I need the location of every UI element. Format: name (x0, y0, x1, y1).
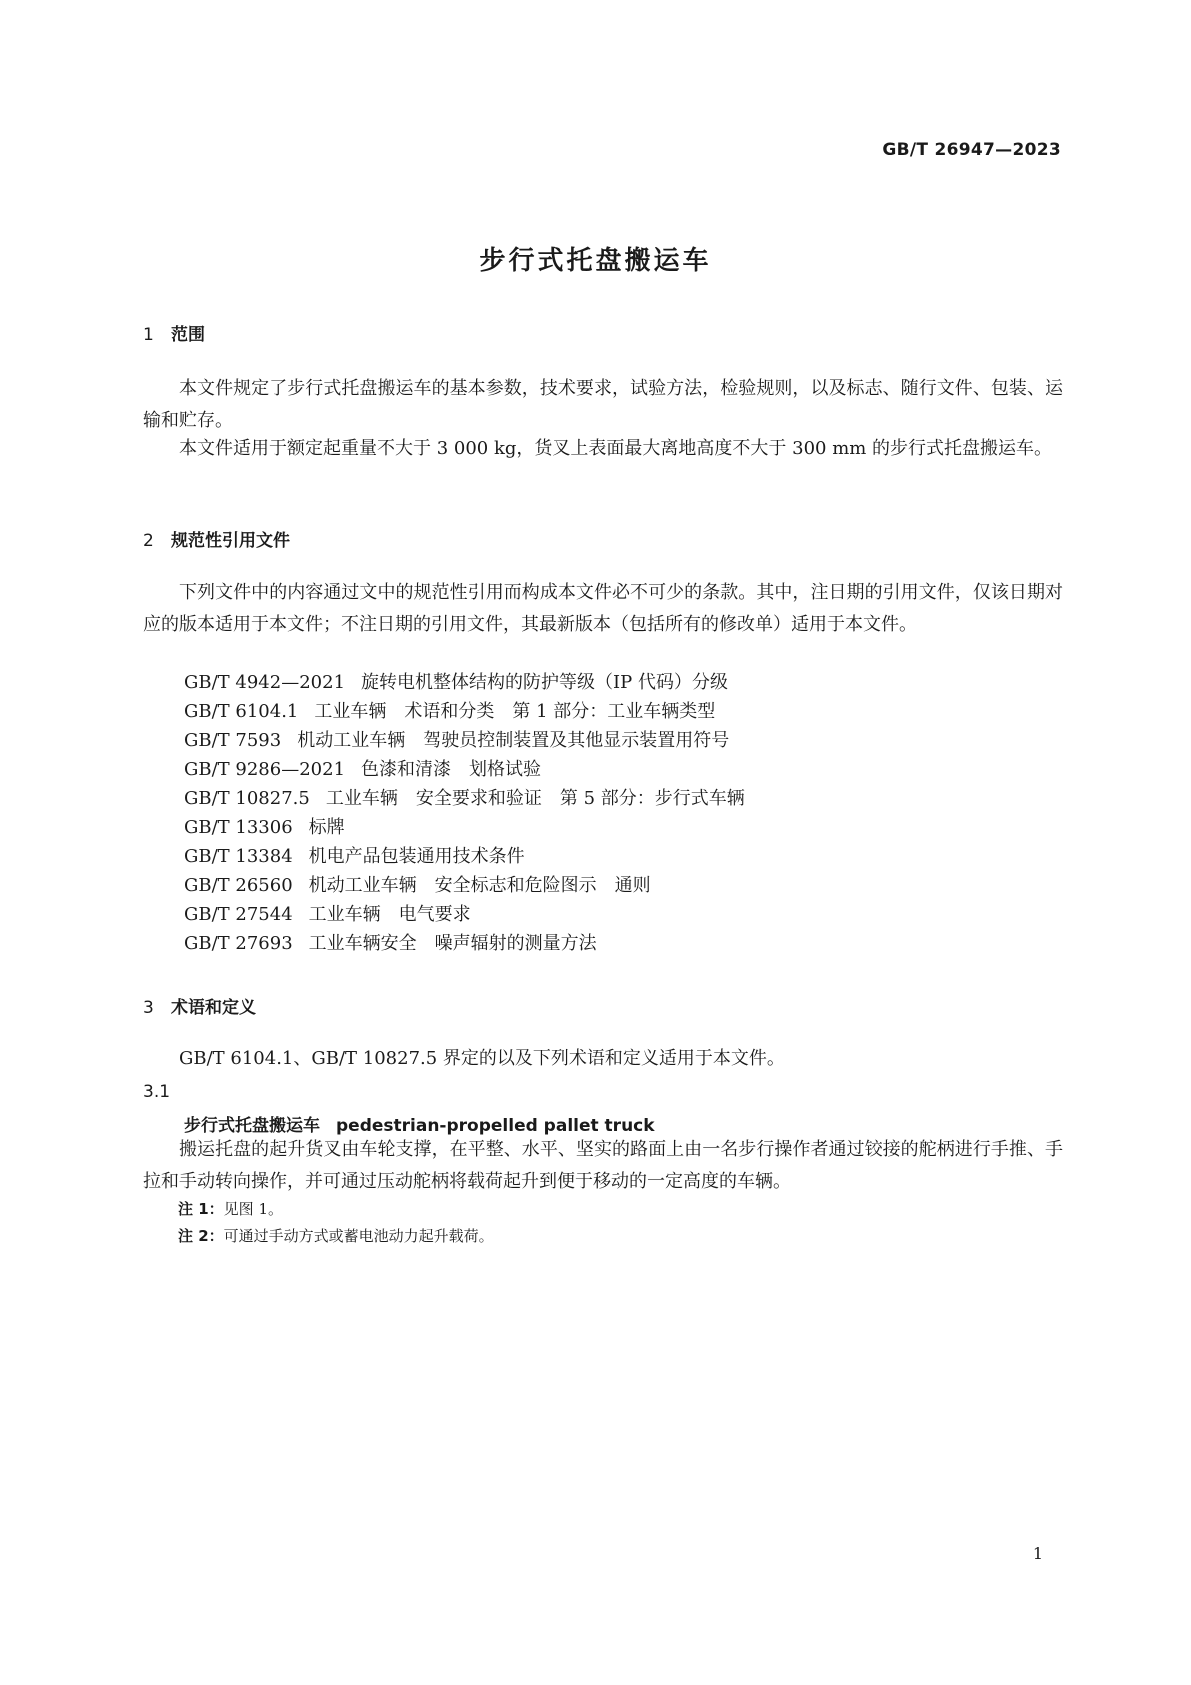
reference-title: 工业车辆 安全要求和验证 第 5 部分：步行式车辆 (325, 788, 745, 809)
reference-code: GB/T 27544 (184, 904, 293, 925)
reference-item (184, 900, 471, 930)
reference-code: GB/T 7593 (184, 730, 282, 751)
reference-code: GB/T 4942—2021 (184, 672, 346, 693)
reference-item (184, 697, 715, 727)
section-3-heading (143, 993, 256, 1018)
section-title: 术语和定义 (171, 998, 256, 1018)
reference-code: GB/T 6104.1 (184, 701, 299, 722)
reference-title: 工业车辆安全 噪声辐射的测量方法 (308, 933, 597, 954)
reference-item (184, 755, 541, 785)
reference-item (184, 784, 745, 814)
clause-number: 3.1 (143, 1082, 171, 1102)
reference-code: GB/T 13384 (184, 846, 293, 867)
reference-title: 标牌 (308, 817, 345, 838)
section-1-paragraph-2: 本文件适用于额定起重量不大于 3 000 kg，货叉上表面最大离地高度不大于 300 mm 的步行式托盘搬运车。 (179, 438, 1053, 459)
reference-code: GB/T 10827.5 (184, 788, 310, 809)
reference-code: GB/T 9286—2021 (184, 759, 346, 780)
note-text: 可通过手动方式或蓄电池动力起升载荷。 (223, 1227, 494, 1245)
section-number: 1 (143, 325, 154, 345)
term-definition: 搬运托盘的起升货叉由车轮支撑，在平整、水平、坚实的路面上由一名步行操作者通过铰接的舵柄进行手推、手拉和手动转向操作，并可通过压动舵柄将载荷起升到便于移动的一定高度的车辆。 (143, 1139, 1063, 1192)
section-title: 范围 (171, 325, 205, 345)
section-3-intro: GB/T 6104.1、GB/T 10827.5 界定的以及下列术语和定义适用于本文件。 (179, 1048, 785, 1069)
reference-title: 旋转电机整体结构的防护等级（IP 代码）分级 (361, 672, 728, 693)
page-number: 1 (1032, 1544, 1043, 1563)
reference-code: GB/T 13306 (184, 817, 293, 838)
document-title: 步行式托盘搬运车 (479, 246, 712, 276)
reference-item (184, 813, 345, 843)
section-number: 2 (143, 531, 154, 551)
term-entry (184, 1111, 655, 1136)
section-number: 3 (143, 998, 154, 1018)
note-2 (178, 1225, 494, 1246)
reference-item (184, 929, 597, 959)
section-title: 规范性引用文件 (171, 531, 290, 551)
note-text: 见图 1。 (223, 1200, 283, 1218)
term-english: pedestrian-propelled pallet truck (336, 1116, 655, 1136)
reference-item (184, 871, 651, 901)
reference-item (184, 842, 525, 872)
section-2-heading (143, 526, 290, 551)
note-label: 注 2： (178, 1227, 224, 1245)
reference-title: 机电产品包装通用技术条件 (308, 846, 525, 867)
reference-title: 机动工业车辆 安全标志和危险图示 通则 (308, 875, 651, 896)
note-1 (178, 1198, 283, 1219)
term-chinese: 步行式托盘搬运车 (184, 1116, 320, 1136)
reference-item (184, 668, 728, 698)
note-label: 注 1： (178, 1200, 224, 1218)
reference-title: 机动工业车辆 驾驶员控制装置及其他显示装置用符号 (297, 730, 730, 751)
reference-code: GB/T 26560 (184, 875, 293, 896)
section-1-heading (143, 320, 205, 345)
section-1-paragraph-1: 本文件规定了步行式托盘搬运车的基本参数，技术要求，试验方法，检验规则，以及标志、随行文件、包装、运输和贮存。 (143, 378, 1063, 431)
reference-code: GB/T 27693 (184, 933, 293, 954)
reference-title: 色漆和清漆 划格试验 (361, 759, 542, 780)
section-2-intro: 下列文件中的内容通过文中的规范性引用而构成本文件必不可少的条款。其中，注日期的引用文件，仅该日期对应的版本适用于本文件；不注日期的引用文件，其最新版本（包括所有的修改单）适用于本文件。 (143, 582, 1063, 635)
reference-item (184, 726, 729, 756)
standard-code: GB/T 26947—2023 (882, 140, 1061, 160)
reference-title: 工业车辆 电气要求 (308, 904, 471, 925)
reference-title: 工业车辆 术语和分类 第 1 部分：工业车辆类型 (314, 701, 716, 722)
